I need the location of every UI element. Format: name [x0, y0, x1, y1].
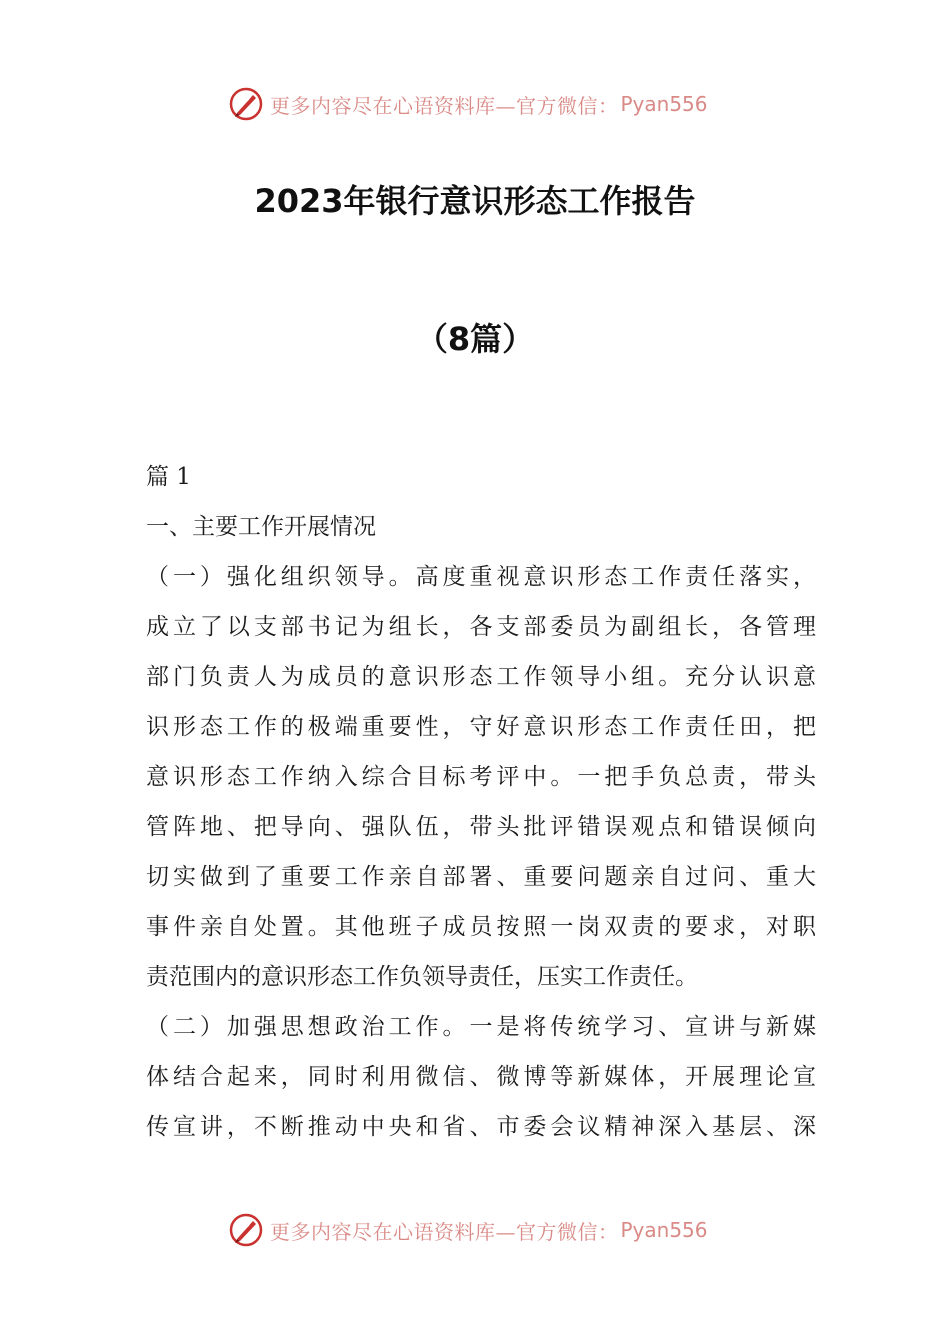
paragraph-line: 传宣讲，不断推动中央和省、市委会议精神深入基层、深	[146, 1114, 816, 1140]
paragraph-line: 切实做到了重要工作亲自部署、重要问题亲自过问、重大	[146, 864, 816, 890]
paragraph-line: 管阵地、把导向、强队伍，带头批评错误观点和错误倾向	[146, 814, 816, 840]
paragraph-line: 部门负责人为成员的意识形态工作领导小组。充分认识意	[146, 664, 816, 690]
paragraph-line: 意识形态工作纳入综合目标考评中。一把手负总责，带头	[146, 764, 816, 790]
header-watermark	[228, 82, 708, 126]
quill-logo-icon	[228, 1212, 264, 1248]
paragraph-line: 事件亲自处置。其他班子成员按照一岗双责的要求，对职	[146, 914, 816, 940]
footer-watermark	[228, 1208, 708, 1252]
watermark-wechat-id: Pyan556	[620, 1218, 708, 1242]
watermark-text: 更多内容尽在心语资料库—官方微信：	[270, 1219, 619, 1244]
document-body	[146, 452, 816, 1152]
paragraph-line: （二）加强思想政治工作。一是将传统学习、宣讲与新媒	[146, 1014, 816, 1040]
watermark-wechat-id: Pyan556	[620, 92, 708, 116]
paragraph-line: 成立了以支部书记为组长，各支部委员为副组长，各管理	[146, 614, 816, 640]
watermark-text: 更多内容尽在心语资料库—官方微信：	[270, 93, 619, 118]
paragraph-line: （一）强化组织领导。高度重视意识形态工作责任落实，	[146, 564, 816, 590]
paragraph-line: 识形态工作的极端重要性，守好意识形态工作责任田，把	[146, 714, 816, 740]
document-title: 2023年银行意识形态工作报告	[254, 182, 696, 220]
section-heading: 一、主要工作开展情况	[146, 514, 376, 540]
paragraph-line: 体结合起来，同时利用微信、微博等新媒体，开展理论宣	[146, 1064, 816, 1090]
document-subtitle: （8篇）	[415, 320, 535, 358]
quill-logo-icon	[228, 86, 264, 122]
paragraph-line: 责范围内的意识形态工作负领导责任，压实工作责任。	[146, 964, 698, 990]
section-label: 篇 1	[146, 464, 191, 490]
